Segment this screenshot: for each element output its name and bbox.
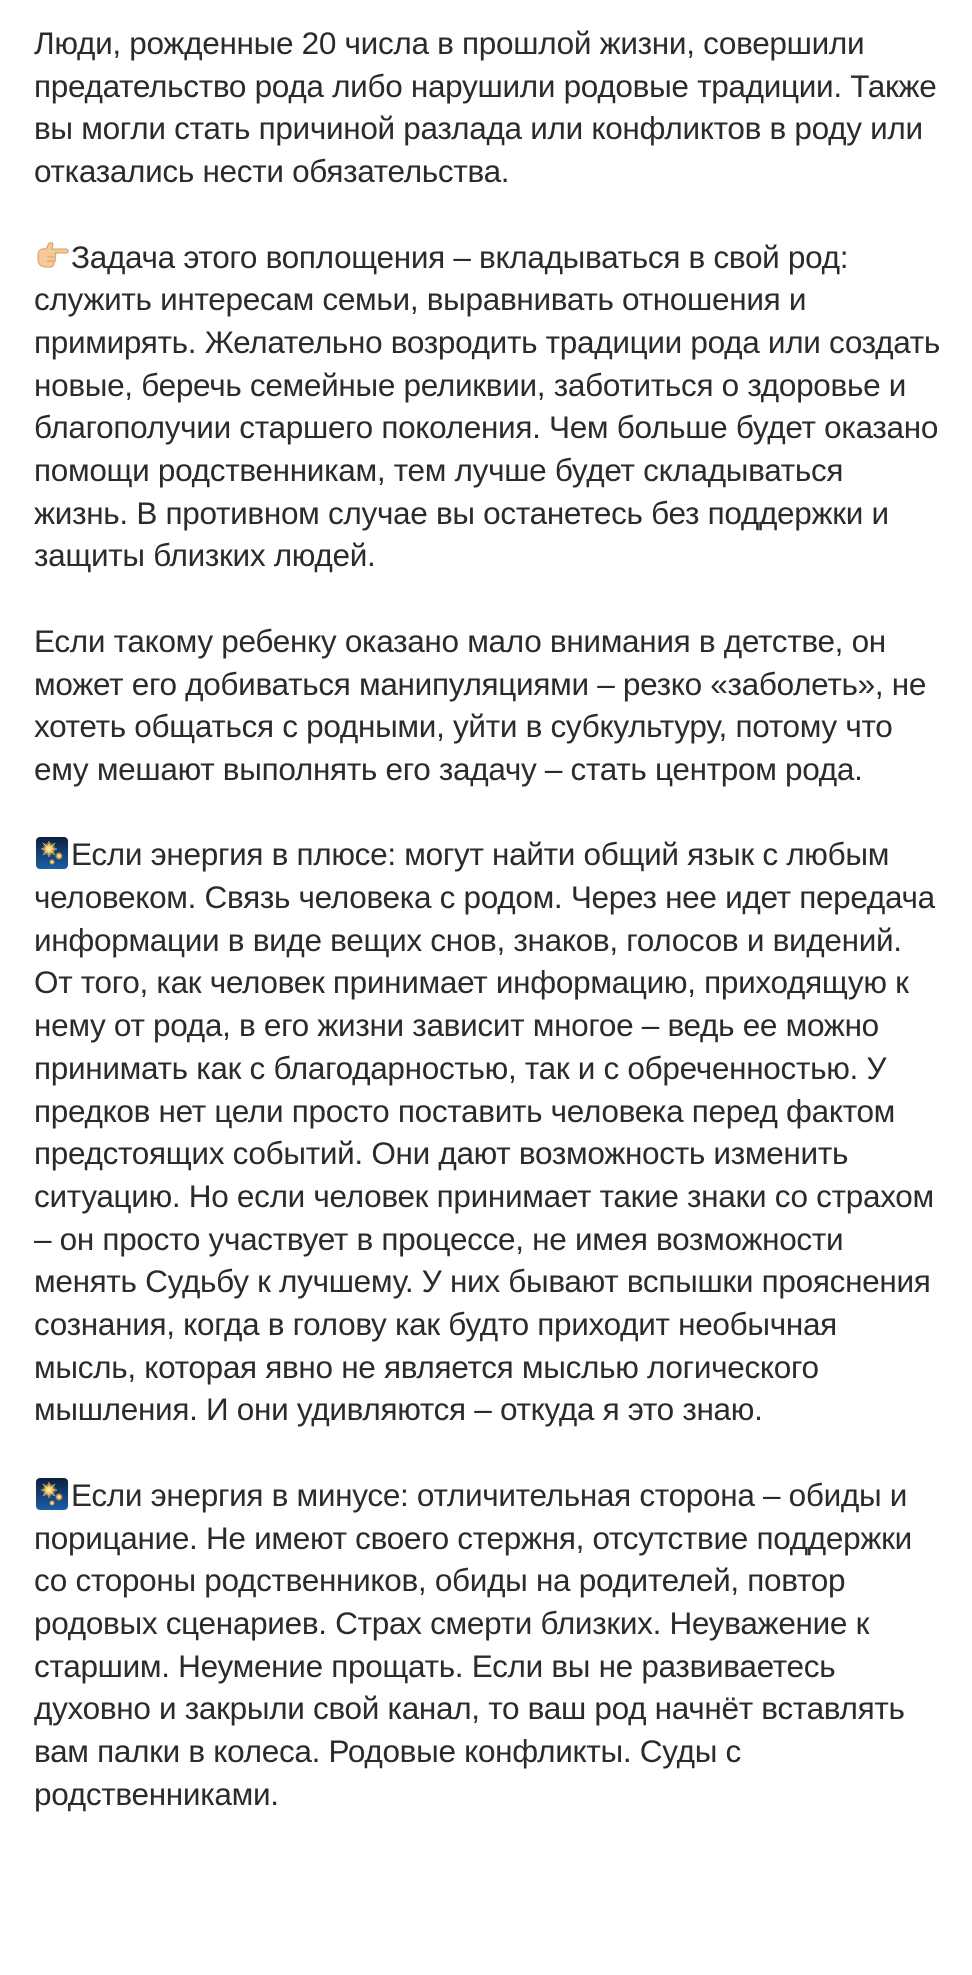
paragraph-text: Если такому ребенку оказано мало внимания в детстве, он может его добиваться манипуляциями – резко «заболеть», не хотеть общаться с родными, уйти в субкультуру, потому что ему мешают выполнять его задачу – стать центром рода. [34, 622, 927, 787]
fireworks-icon [34, 836, 70, 870]
paragraph-text: Задача этого воплощения – вкладываться в свой род: служить интересам семьи, выравнивать отношения и примирять. Желательно возродить традиции рода или создать новые, беречь семейные реликвии, заботиться о здоровье и благополучии старшего поколения. Чем больше будет оказано помощи родственникам, тем лучше будет складываться жизнь. В противном случае вы останетесь без поддержки и защиты близких людей. [34, 238, 940, 574]
paragraph-text: Если энергия в минусе: отличительная сторона – обиды и порицание. Не имеют своего стержня, отсутствие поддержки со стороны родственников, обиды на родителей, повтор родовых сценариев. Страх смерти близких. Неуважение к старшим. Неумение прощать. Если вы не развиваетесь духовно и закрыли свой канал, то ваш род начнёт вставлять вам палки в колеса. Родовые конфликты. Суды с родственниками. [34, 1476, 912, 1812]
paragraph-childhood [34, 620, 942, 791]
fireworks-icon [34, 1477, 70, 1511]
paragraph-incarnation-task [34, 236, 942, 578]
paragraph-text: Люди, рожденные 20 числа в прошлой жизни, совершили предательство рода либо нарушили родовые традиции. Также вы могли стать причиной разлада или конфликтов в роду или отказались нести обязательства. [34, 25, 937, 190]
pointing-right-hand-icon [34, 239, 70, 273]
paragraph-text: Если энергия в плюсе: могут найти общий язык с любым человеком. Связь человека с родом. Через нее идет передача информации в виде вещих снов, знаков, голосов и видений. От того, как человек принимает информацию, приходящую к нему от рода, в его жизни зависит многое – ведь ее можно принимать как с благодарностью, так и с обреченностью. У предков нет цели просто поставить человека перед фактом предстоящих событий. Они дают возможность изменить ситуацию. Но если человек принимает такие знаки со страхом – он просто участвует в процессе, не имея возможности менять Судьбу к лучшему. У них бывают вспышки прояснения сознания, когда в голову как будто приходит необычная мысль, которая явно не является мыслью логического мышления. И они удивляются – откуда я это знаю. [34, 836, 935, 1428]
paragraph-past-life [34, 22, 942, 193]
paragraph-energy-minus [34, 1474, 942, 1816]
paragraph-energy-plus [34, 833, 942, 1431]
